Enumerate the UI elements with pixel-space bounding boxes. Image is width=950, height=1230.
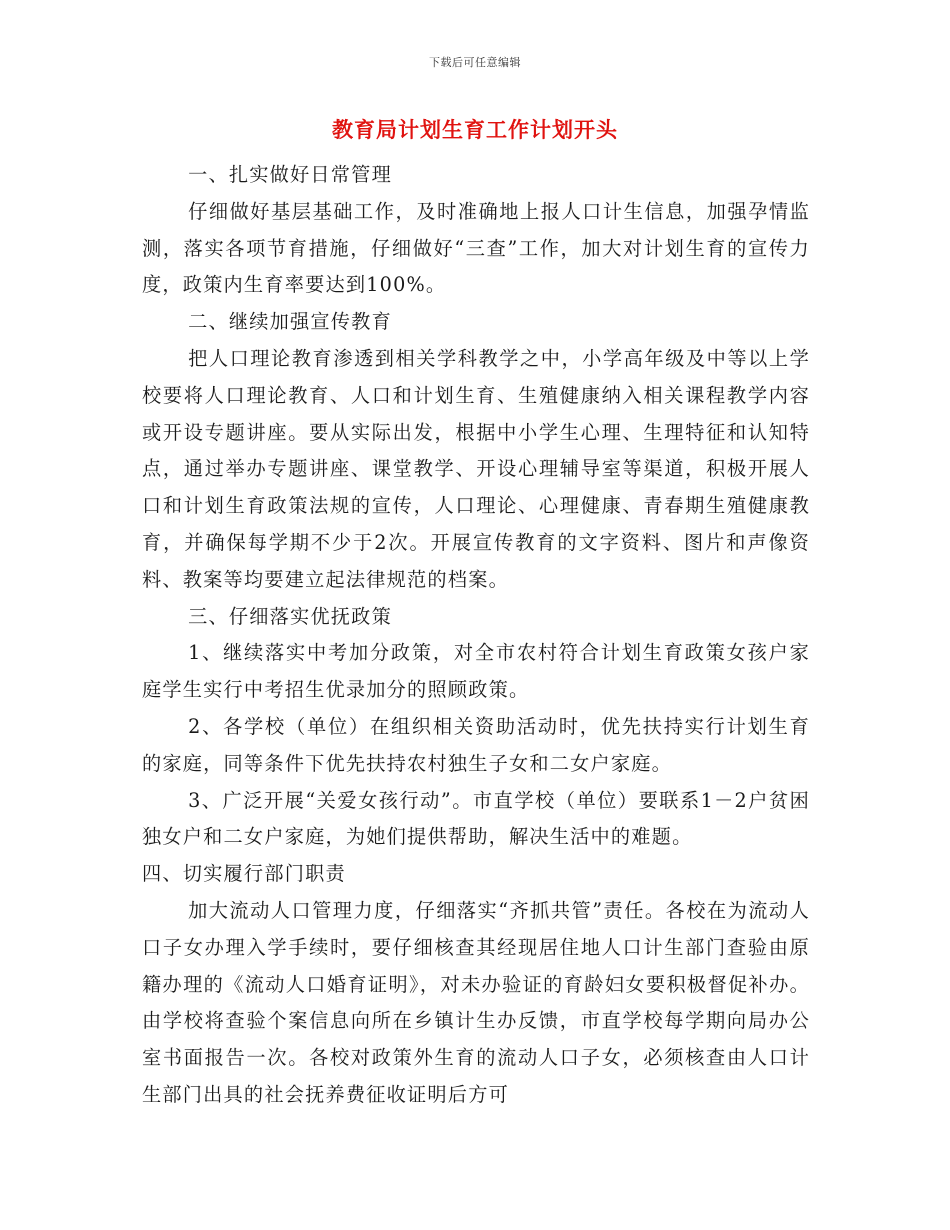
document-title: 教育局计划生育工作计划开头 xyxy=(332,117,618,142)
paragraph-1: 仔细做好基层基础工作，及时准确地上报人口计生信息，加强孕情监测，落实各项节育措施，仔细做好“三查”工作，加大对计划生育的宣传力度，政策内生育率要达到100%。 xyxy=(142,199,810,297)
list-item-2: 2、各学校（单位）在组织相关资助活动时，优先扶持实行计划生育的家庭，同等条件下优先扶持农村独生子女和二女户家庭。 xyxy=(142,714,810,775)
section-heading-3: 三、仔细落实优抚政策 xyxy=(188,604,392,628)
section-heading-1: 一、扎实做好日常管理 xyxy=(188,163,392,186)
document-body xyxy=(142,157,810,1114)
list-item-3: 3、广泛开展“关爱女孩行动”。市直学校（单位）要联系1－2户贫困独女户和二女户家庭，为她们提供帮助，解决生活中的难题。 xyxy=(142,788,810,849)
list-item-1: 1、继续落实中考加分政策，对全市农村符合计划生育政策女孩户家庭学生实行中考招生优录加分的照顾政策。 xyxy=(142,641,810,702)
paragraph-4: 加大流动人口管理力度，仔细落实“齐抓共管”责任。各校在为流动人口子女办理入学手续时，要仔细核查其经现居住地人口计生部门查验由原籍办理的《流动人口婚育证明》，对未办验证的育龄妇女要积极督促补办。由学校将查验个案信息向所在乡镇计生办反馈，市直学校每学期向局办公室书面报告一次。各校对政策外生育的流动人口子女，必须核查由人口计生部门出具的社会抚养费征收证明后方可 xyxy=(142,898,810,1106)
section-heading-4: 四、切实履行部门职责 xyxy=(142,862,346,886)
header-note: 下载后可任意编辑 xyxy=(429,56,521,69)
paragraph-2: 把人口理论教育渗透到相关学科教学之中，小学高年级及中等以上学校要将人口理论教育、人口和计划生育、生殖健康纳入相关课程教学内容或开设专题讲座。要从实际出发，根据中小学生心理、生理特征和认知特点，通过举办专题讲座、课堂教学、开设心理辅导室等渠道，积极开展人口和计划生育政策法规的宣传，人口理论、心理健康、青春期生殖健康教育，并确保每学期不少于2次。开展宣传教育的文字资料、图片和声像资料、教案等均要建立起法律规范的档案。 xyxy=(142,346,810,591)
section-heading-2: 二、继续加强宣传教育 xyxy=(188,310,392,334)
